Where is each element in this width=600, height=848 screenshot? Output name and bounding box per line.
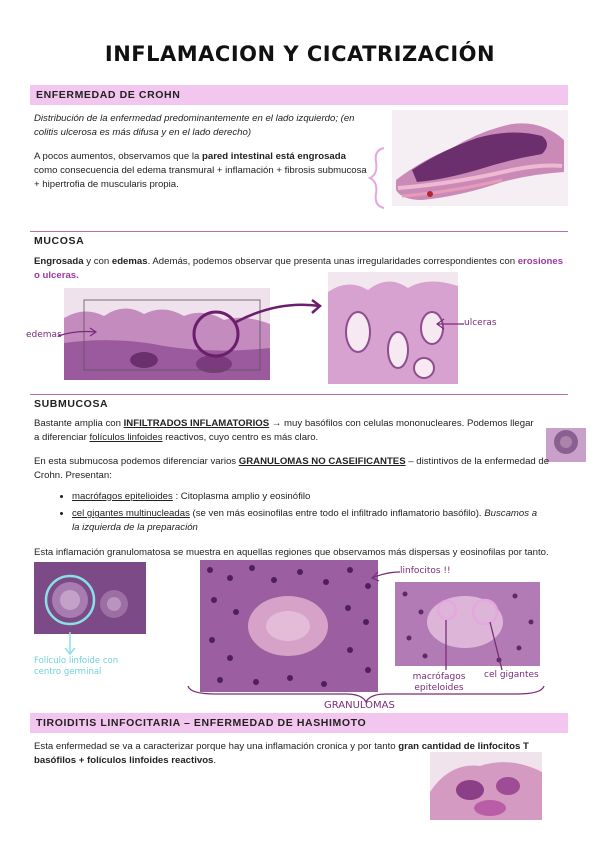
granuloma-histology-image [200,560,378,692]
rule-mucosa [30,231,568,232]
label-linfocitos: linfocitos !! [400,566,451,576]
thyroid-histology-image [430,752,542,820]
arrow-ulceras-icon [432,316,466,332]
section-heading-submucosa: SUBMUCOSA [34,398,109,410]
arrow-follicle-icon [60,630,80,656]
brace-annotation-icon [366,146,388,210]
follicle-histology-image [34,562,146,634]
rule-submucosa [30,394,568,395]
list-item: • cel gigantes multinucleadas (se ven más eosinofilas entre todo el infiltrado inflamatorio basófilo). Buscamos a la izquierda de la preparación [72,507,546,535]
label-gigantes: cel gigantes [484,670,539,680]
crohn-histology-image [392,110,568,206]
label-foliculo: Folículo linfoide con centro germinal [34,656,119,677]
crohn-paragraph: A pocos aumentos, observamos que la pared intestinal está engrosada como consecuencia del edema transmural + inflamación + fibrosis submucosa + hipertrofia de muscularis propia. [34,151,367,191]
section-band-hashimoto [30,713,568,733]
granulomatous-closing: Esta inflamación granulomatosa se muestra en aquellas regiones que observamos más dispersas y eosinofilas por tanto. [34,547,549,558]
label-granulomas: GRANULOMAS [324,700,395,711]
zoom-circle-arrow-icon [188,296,328,362]
label-macrofagos: macrófagos epiteloides [412,672,466,693]
section-heading-crohn: ENFERMEDAD DE CROHN [36,89,181,101]
mucosa-paragraph: Engrosada y con edemas. Además, podemos observar que presenta unas irregularidades correspondientes con erosiones o ulceras. [34,256,564,282]
hashimoto-paragraph: Esta enfermedad se va a caracterizar porque hay una inflamación cronica y por tanto gran cantidad de linfocitos T basófilos + folículos linfoides reactivos. [34,741,529,767]
list-item: • macrófagos epitelioides : Citoplasma amplio y eosinófilo [72,490,546,504]
granulomas-paragraph: En esta submucosa podemos diferenciar varios GRANULOMAS NO CASEIFICANTES – distintivos de la enfermedad de Crohn. Presentan: [34,456,550,482]
section-heading-hashimoto: TIROIDITIS LINFOCITARIA – ENFERMEDAD DE HASHIMOTO [36,717,367,729]
granuloma-features-list [56,490,546,539]
label-ulceras: ulceras [464,318,497,328]
arrows-giant-cells-icon [436,618,516,674]
section-heading-mucosa: MUCOSA [34,235,85,247]
arrow-edemas-icon [56,322,100,346]
crohn-intro: Distribución de la enfermedad predominantemente en el lado izquierdo; (en colitis ulcerosa es más difusa y en el lado derecho) [34,113,355,139]
page-title: INFLAMACION Y CICATRIZACIÓN [104,42,496,66]
submucosa-paragraph: Bastante amplia con INFILTRADOS INFLAMATORIOS → muy basófilos con celulas mononucleares. Podemos llegar a diferenciar folículos linfoides reactivos, cuyo centro es más claro. [34,418,534,444]
section-band-crohn [30,85,568,105]
label-edemas: edemas [26,330,62,340]
